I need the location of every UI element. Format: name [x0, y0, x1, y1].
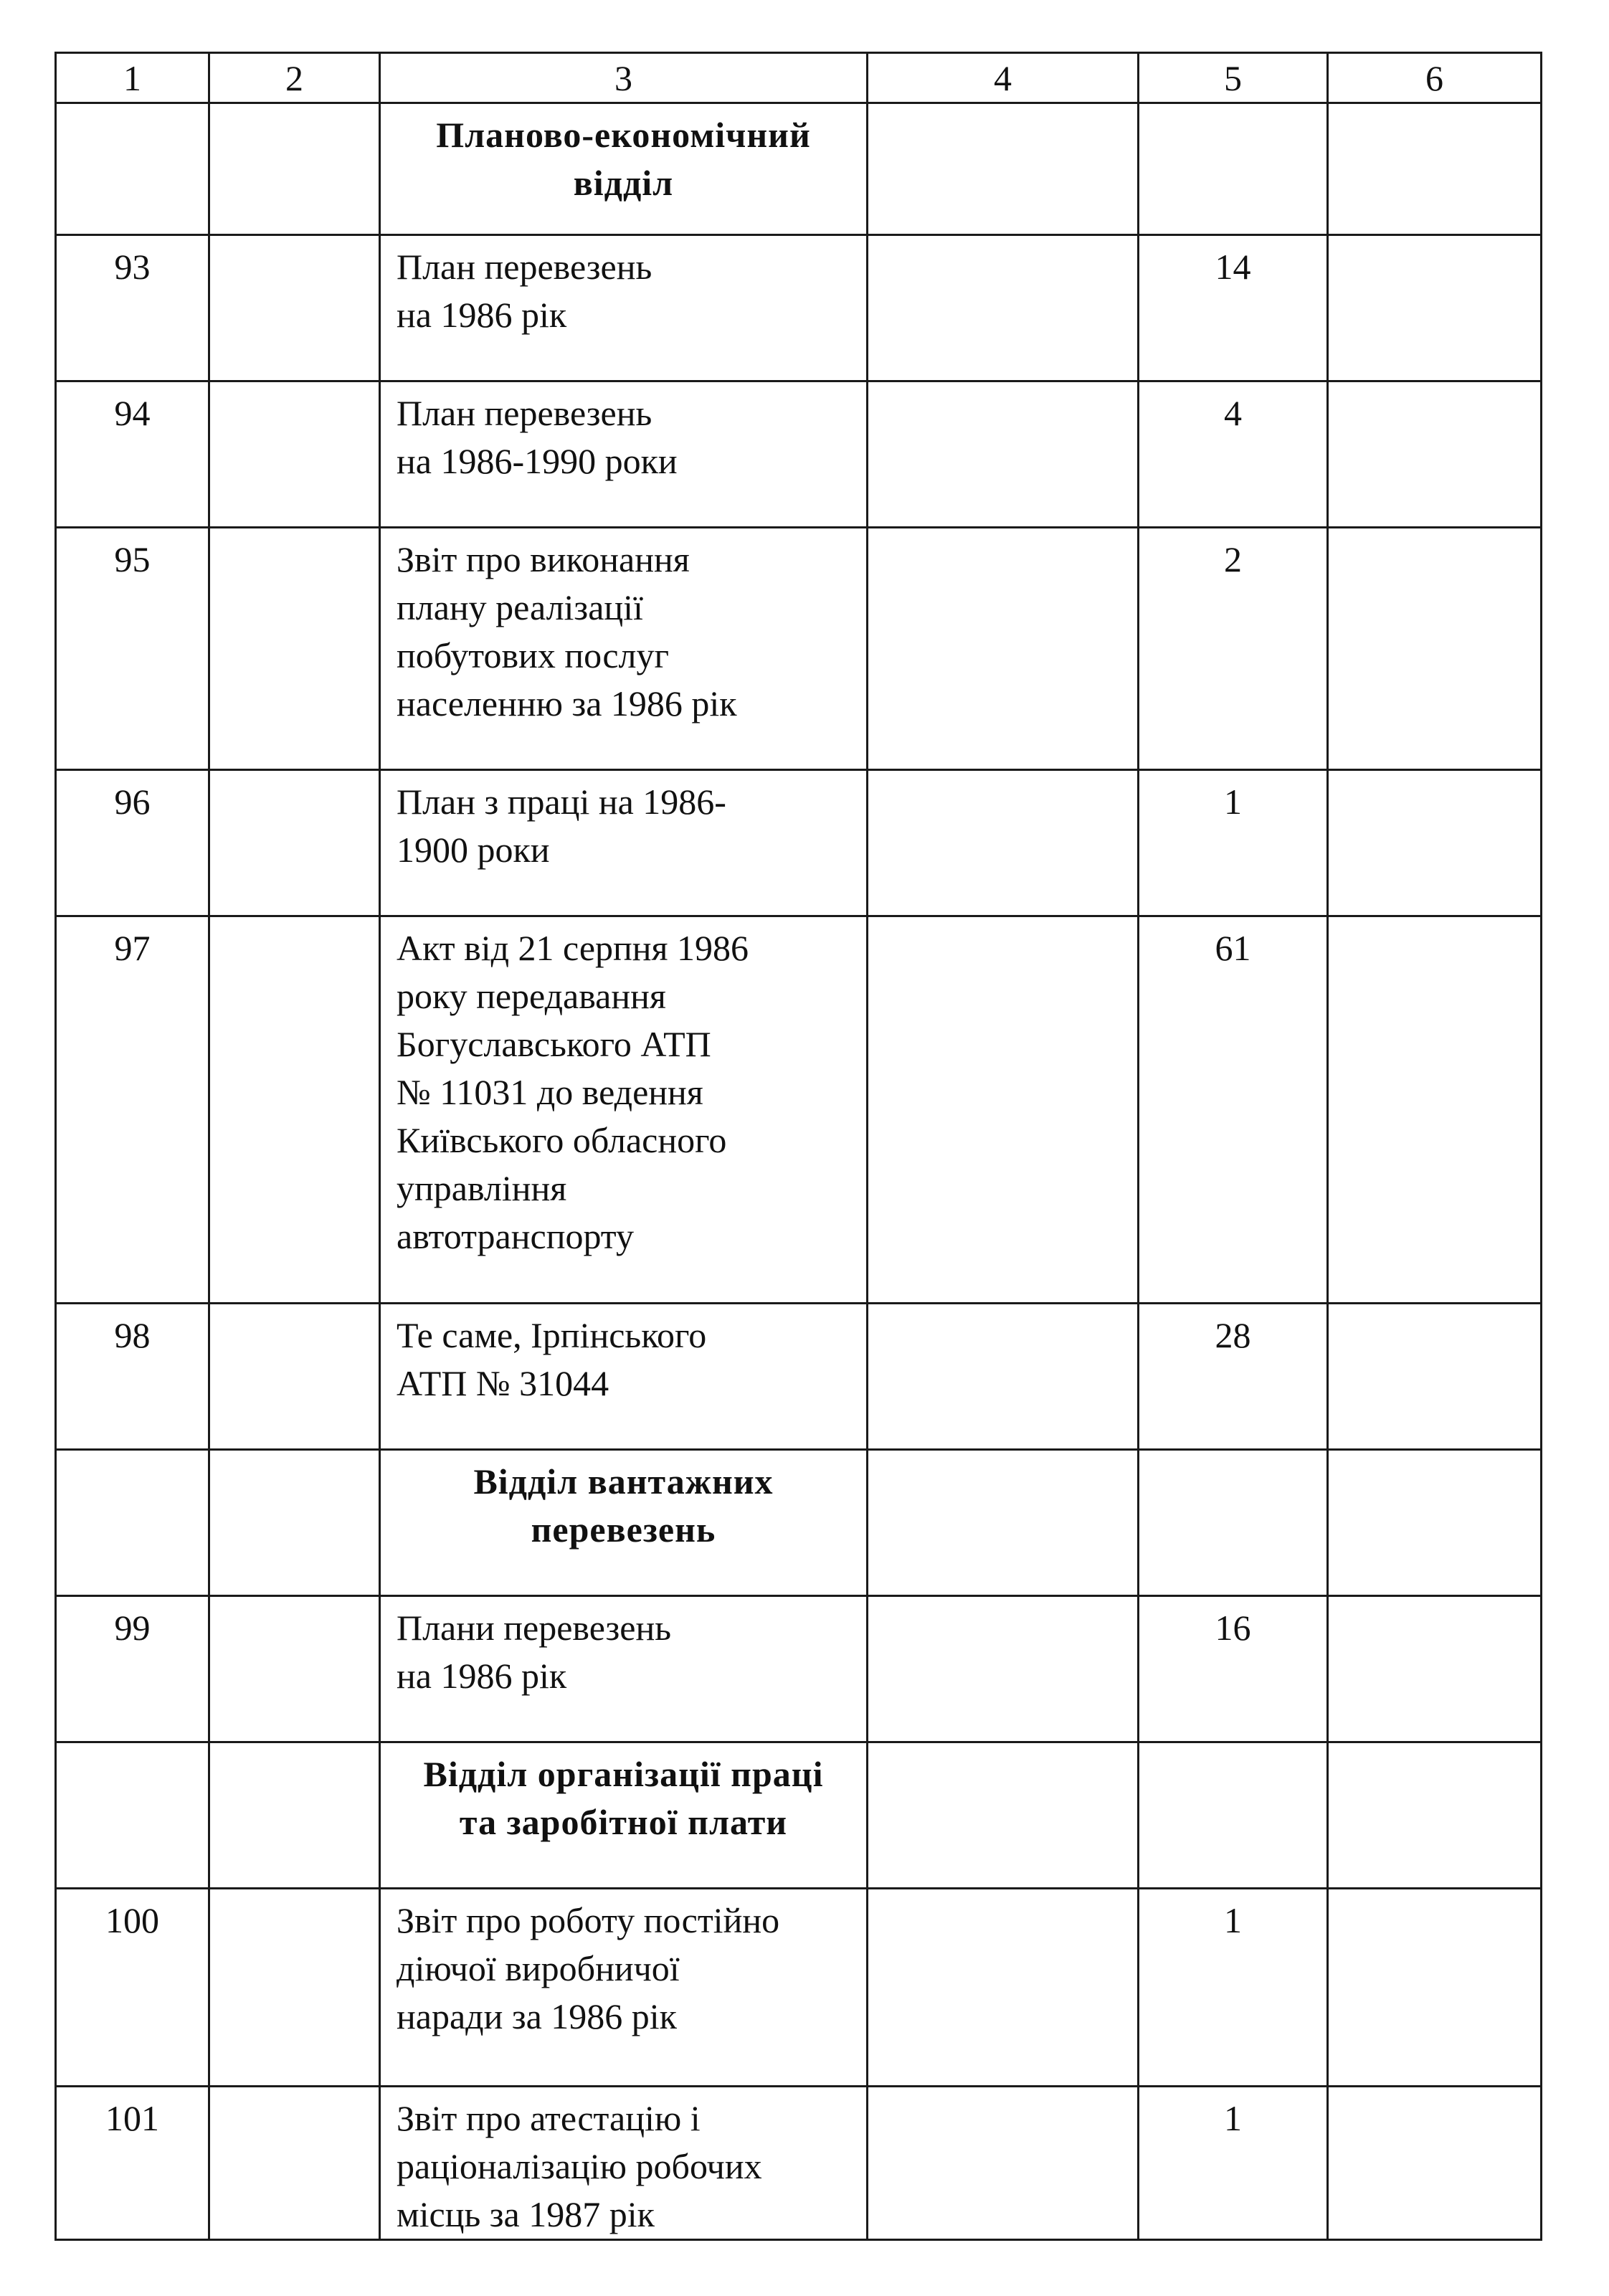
- item-title-line: автотранспорту: [397, 1216, 634, 1256]
- item-title: [380, 1304, 868, 1450]
- column-number-header-row: [56, 53, 1542, 103]
- item-number: 95: [56, 528, 209, 770]
- item-title: [380, 1889, 868, 2087]
- item-title: [380, 381, 868, 528]
- item-title-line: Плани перевезень: [397, 1608, 672, 1648]
- page-count: 4: [1139, 381, 1328, 528]
- table-row: [56, 528, 1542, 770]
- empty-cell: [209, 916, 380, 1304]
- item-title-line: на 1986 рік: [397, 295, 567, 335]
- page-count: 1: [1139, 1889, 1328, 2087]
- item-title-line: 1900 роки: [397, 830, 550, 870]
- item-title-line: місць за 1987 рік: [397, 2194, 655, 2234]
- empty-cell: [1328, 1450, 1542, 1596]
- item-number: 101: [56, 2087, 209, 2240]
- table-row: [56, 381, 1542, 528]
- empty-cell: [1328, 1304, 1542, 1450]
- empty-cell: [868, 1742, 1139, 1889]
- item-number: 97: [56, 916, 209, 1304]
- empty-cell: [1139, 1742, 1328, 1889]
- empty-cell: [1328, 1596, 1542, 1742]
- column-header: 4: [868, 53, 1139, 103]
- item-number: 94: [56, 381, 209, 528]
- section-row: [56, 1450, 1542, 1596]
- empty-cell: [209, 1742, 380, 1889]
- empty-cell: [1328, 770, 1542, 916]
- empty-cell: [1139, 103, 1328, 235]
- empty-cell: [209, 528, 380, 770]
- section-title-line: та заробітної плати: [459, 1802, 788, 1842]
- item-title-line: на 1986 рік: [397, 1656, 567, 1696]
- page-count: 2: [1139, 528, 1328, 770]
- section-title-line: Відділ вантажних: [473, 1461, 774, 1502]
- item-title: [380, 235, 868, 381]
- table-row: [56, 2087, 1542, 2240]
- empty-cell: [868, 103, 1139, 235]
- column-header: 3: [380, 53, 868, 103]
- section-title-line: відділ: [573, 163, 674, 203]
- page-count: 1: [1139, 2087, 1328, 2240]
- item-title-line: План перевезень: [397, 393, 652, 433]
- item-title-line: Звіт про виконання: [397, 539, 690, 579]
- item-title: [380, 1596, 868, 1742]
- empty-cell: [209, 1596, 380, 1742]
- page-count: 14: [1139, 235, 1328, 381]
- inventory-table: [54, 52, 1542, 2241]
- table-row: [56, 235, 1542, 381]
- table-row: [56, 1304, 1542, 1450]
- empty-cell: [868, 1889, 1139, 2087]
- empty-cell: [868, 1304, 1139, 1450]
- empty-cell: [868, 916, 1139, 1304]
- item-title-line: Акт від 21 серпня 1986: [397, 928, 749, 968]
- item-title: [380, 2087, 868, 2240]
- item-title-line: побутових послуг: [397, 635, 670, 675]
- empty-cell: [56, 1450, 209, 1596]
- table-row: [56, 1889, 1542, 2087]
- item-title-line: населенню за 1986 рік: [397, 683, 737, 724]
- column-header: 1: [56, 53, 209, 103]
- section-title-line: перевезень: [531, 1509, 716, 1550]
- empty-cell: [868, 1596, 1139, 1742]
- item-title-line: План з праці на 1986-: [397, 782, 726, 822]
- table-row: [56, 770, 1542, 916]
- item-title-line: Те саме, Ірпінського: [397, 1315, 707, 1355]
- table-row: [56, 1596, 1542, 1742]
- section-title: [380, 103, 868, 235]
- empty-cell: [56, 103, 209, 235]
- item-title-line: Київського обласного: [397, 1120, 727, 1160]
- empty-cell: [1328, 2087, 1542, 2240]
- empty-cell: [868, 528, 1139, 770]
- empty-cell: [1328, 103, 1542, 235]
- empty-cell: [1139, 1450, 1328, 1596]
- table-row: [56, 916, 1542, 1304]
- item-number: 96: [56, 770, 209, 916]
- item-number: 98: [56, 1304, 209, 1450]
- empty-cell: [1328, 381, 1542, 528]
- empty-cell: [209, 381, 380, 528]
- page-count: 16: [1139, 1596, 1328, 1742]
- item-title-line: управління: [397, 1168, 567, 1208]
- item-title-line: Звіт про атестацію і: [397, 2098, 701, 2138]
- column-header: 6: [1328, 53, 1542, 103]
- item-title-line: Звіт про роботу постійно: [397, 1900, 780, 1940]
- item-title: [380, 916, 868, 1304]
- empty-cell: [1328, 1889, 1542, 2087]
- empty-cell: [209, 103, 380, 235]
- item-title-line: № 11031 до ведення: [397, 1072, 703, 1112]
- empty-cell: [56, 1742, 209, 1889]
- item-title: [380, 770, 868, 916]
- item-title-line: раціоналізацію робочих: [397, 2146, 762, 2186]
- empty-cell: [868, 770, 1139, 916]
- page-count: 1: [1139, 770, 1328, 916]
- empty-cell: [209, 770, 380, 916]
- item-title-line: плану реалізації: [397, 587, 643, 627]
- empty-cell: [209, 1304, 380, 1450]
- empty-cell: [868, 1450, 1139, 1596]
- empty-cell: [209, 235, 380, 381]
- page-count: 61: [1139, 916, 1328, 1304]
- section-title: [380, 1742, 868, 1889]
- item-title-line: діючої виробничої: [397, 1948, 680, 1988]
- item-number: 100: [56, 1889, 209, 2087]
- item-title-line: року передавання: [397, 976, 666, 1016]
- empty-cell: [868, 381, 1139, 528]
- empty-cell: [209, 2087, 380, 2240]
- empty-cell: [1328, 235, 1542, 381]
- empty-cell: [209, 1889, 380, 2087]
- empty-cell: [1328, 916, 1542, 1304]
- item-number: 93: [56, 235, 209, 381]
- item-title-line: АТП № 31044: [397, 1363, 609, 1403]
- item-title-line: наради за 1986 рік: [397, 1996, 677, 2036]
- section-title: [380, 1450, 868, 1596]
- empty-cell: [209, 1450, 380, 1596]
- column-header: 2: [209, 53, 380, 103]
- item-number: 99: [56, 1596, 209, 1742]
- page-count: 28: [1139, 1304, 1328, 1450]
- empty-cell: [1328, 1742, 1542, 1889]
- empty-cell: [868, 235, 1139, 381]
- item-title: [380, 528, 868, 770]
- item-title-line: на 1986-1990 роки: [397, 441, 678, 481]
- empty-cell: [1328, 528, 1542, 770]
- empty-cell: [868, 2087, 1139, 2240]
- section-row: [56, 1742, 1542, 1889]
- item-title-line: Богуславського АТП: [397, 1024, 711, 1064]
- section-row: [56, 103, 1542, 235]
- item-title-line: План перевезень: [397, 247, 652, 287]
- section-title-line: Відділ організації праці: [423, 1754, 824, 1794]
- section-title-line: Планово-економічний: [436, 115, 811, 155]
- column-header: 5: [1139, 53, 1328, 103]
